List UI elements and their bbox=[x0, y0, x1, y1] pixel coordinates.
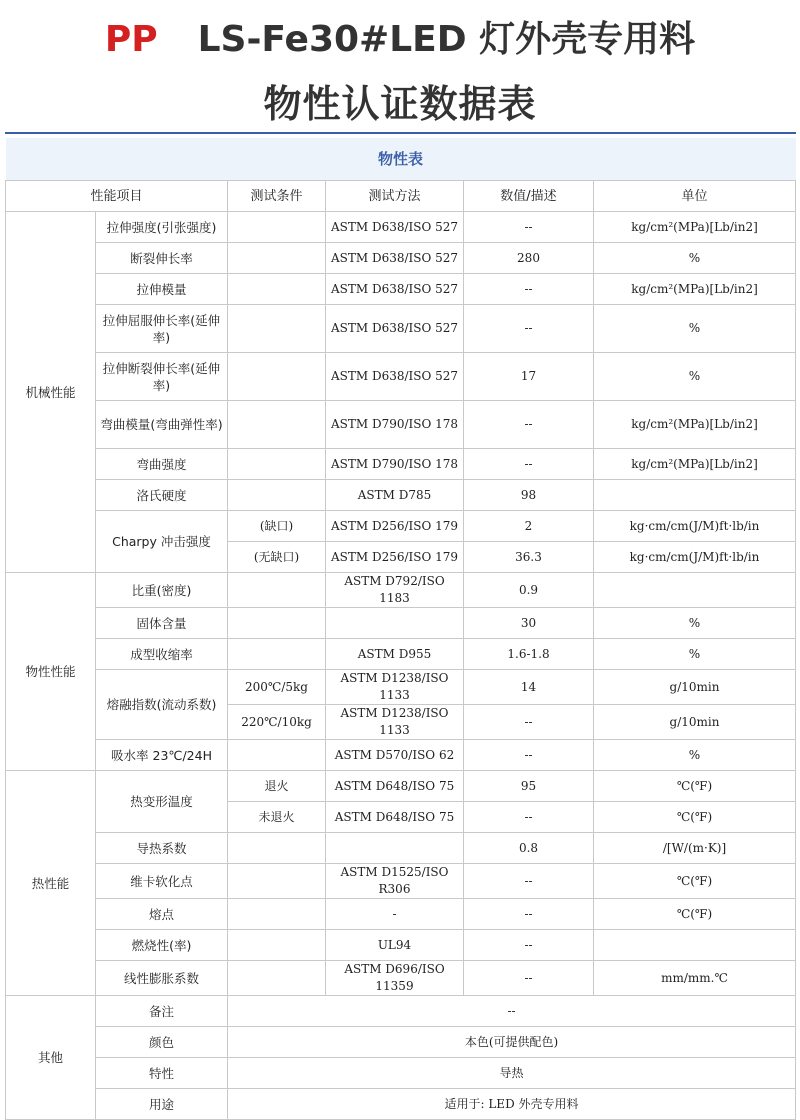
unit-cell: ℃(℉) bbox=[594, 899, 796, 930]
header-condition: 测试条件 bbox=[228, 181, 326, 212]
condition-cell bbox=[228, 401, 326, 449]
property-cell: 维卡软化点 bbox=[96, 864, 228, 899]
value-cell: 30 bbox=[464, 608, 594, 639]
condition-cell bbox=[228, 961, 326, 996]
table-row bbox=[6, 833, 796, 864]
unit-cell: kg·cm/cm(J/M)ft·lb/in bbox=[594, 511, 796, 542]
category-mechanical: 机械性能 bbox=[6, 212, 96, 573]
table-row bbox=[6, 212, 796, 243]
method-cell: - bbox=[326, 899, 464, 930]
table-row bbox=[6, 1058, 796, 1089]
property-cell-charpy: Charpy 冲击强度 bbox=[96, 511, 228, 573]
method-cell: ASTM D256/ISO 179 bbox=[326, 542, 464, 573]
condition-cell bbox=[228, 353, 326, 401]
condition-cell bbox=[228, 243, 326, 274]
unit-cell: ℃(℉) bbox=[594, 771, 796, 802]
method-cell: ASTM D638/ISO 527 bbox=[326, 353, 464, 401]
property-cell: 拉伸断裂伸长率(延伸率) bbox=[96, 353, 228, 401]
table-row bbox=[6, 511, 796, 542]
document-title bbox=[0, 18, 800, 62]
table-row bbox=[6, 639, 796, 670]
method-cell: ASTM D638/ISO 527 bbox=[326, 212, 464, 243]
property-cell: 弯曲模量(弯曲弹性率) bbox=[96, 401, 228, 449]
table-caption: 物性表 bbox=[6, 138, 796, 181]
value-cell: -- bbox=[464, 305, 594, 353]
value-cell: 98 bbox=[464, 480, 594, 511]
unit-cell bbox=[594, 480, 796, 511]
table-row bbox=[6, 864, 796, 899]
value-cell: 14 bbox=[464, 670, 594, 705]
category-other: 其他 bbox=[6, 996, 96, 1120]
method-cell: ASTM D648/ISO 75 bbox=[326, 802, 464, 833]
unit-cell: g/10min bbox=[594, 705, 796, 740]
table-row bbox=[6, 573, 796, 608]
condition-cell bbox=[228, 305, 326, 353]
method-cell: ASTM D792/ISO 1183 bbox=[326, 573, 464, 608]
property-cell: 拉伸屈服伸长率(延伸率) bbox=[96, 305, 228, 353]
value-cell: -- bbox=[464, 864, 594, 899]
table-row bbox=[6, 670, 796, 705]
method-cell: ASTM D955 bbox=[326, 639, 464, 670]
value-cell: -- bbox=[464, 899, 594, 930]
value-cell: 280 bbox=[464, 243, 594, 274]
unit-cell: kg·cm/cm(J/M)ft·lb/in bbox=[594, 542, 796, 573]
unit-cell: kg/cm²(MPa)[Lb/in2] bbox=[594, 212, 796, 243]
property-cell: 用途 bbox=[96, 1089, 228, 1120]
unit-cell: g/10min bbox=[594, 670, 796, 705]
condition-cell bbox=[228, 274, 326, 305]
method-cell: ASTM D790/ISO 178 bbox=[326, 449, 464, 480]
header-value: 数值/描述 bbox=[464, 181, 594, 212]
property-cell: 特性 bbox=[96, 1058, 228, 1089]
method-cell: ASTM D570/ISO 62 bbox=[326, 740, 464, 771]
value-cell: -- bbox=[464, 802, 594, 833]
table-row bbox=[6, 243, 796, 274]
value-cell-wide: 导热 bbox=[228, 1058, 796, 1089]
table-row bbox=[6, 1027, 796, 1058]
unit-cell: % bbox=[594, 740, 796, 771]
value-cell: -- bbox=[464, 212, 594, 243]
condition-cell bbox=[228, 930, 326, 961]
value-cell: -- bbox=[464, 401, 594, 449]
value-cell: 17 bbox=[464, 353, 594, 401]
header-unit: 单位 bbox=[594, 181, 796, 212]
property-cell: 导热系数 bbox=[96, 833, 228, 864]
table-row bbox=[6, 930, 796, 961]
unit-cell: % bbox=[594, 608, 796, 639]
method-cell: ASTM D790/ISO 178 bbox=[326, 401, 464, 449]
title-rule bbox=[5, 132, 796, 134]
table-row bbox=[6, 274, 796, 305]
unit-cell: kg/cm²(MPa)[Lb/in2] bbox=[594, 401, 796, 449]
property-cell: 弯曲强度 bbox=[96, 449, 228, 480]
value-cell: -- bbox=[464, 740, 594, 771]
method-cell: ASTM D256/ISO 179 bbox=[326, 511, 464, 542]
value-cell: 36.3 bbox=[464, 542, 594, 573]
property-table bbox=[5, 138, 796, 1120]
condition-cell bbox=[228, 833, 326, 864]
unit-cell: % bbox=[594, 243, 796, 274]
condition-cell bbox=[228, 212, 326, 243]
property-cell: 固体含量 bbox=[96, 608, 228, 639]
property-cell: 熔点 bbox=[96, 899, 228, 930]
condition-cell: (无缺口) bbox=[228, 542, 326, 573]
table-row bbox=[6, 961, 796, 996]
title-prefix: PP bbox=[104, 19, 158, 60]
value-cell: -- bbox=[464, 930, 594, 961]
value-cell: 0.8 bbox=[464, 833, 594, 864]
table-row bbox=[6, 449, 796, 480]
property-cell: 断裂伸长率 bbox=[96, 243, 228, 274]
value-cell: 2 bbox=[464, 511, 594, 542]
method-cell: ASTM D696/ISO 11359 bbox=[326, 961, 464, 996]
condition-cell: 退火 bbox=[228, 771, 326, 802]
condition-cell bbox=[228, 740, 326, 771]
property-cell: 比重(密度) bbox=[96, 573, 228, 608]
property-cell: 备注 bbox=[96, 996, 228, 1027]
property-cell: 拉伸模量 bbox=[96, 274, 228, 305]
value-cell-wide: 本色(可提供配色) bbox=[228, 1027, 796, 1058]
condition-cell: 未退火 bbox=[228, 802, 326, 833]
property-cell: 燃烧性(率) bbox=[96, 930, 228, 961]
unit-cell bbox=[594, 573, 796, 608]
unit-cell: % bbox=[594, 305, 796, 353]
value-cell: 95 bbox=[464, 771, 594, 802]
property-cell: 成型收缩率 bbox=[96, 639, 228, 670]
header-method: 测试方法 bbox=[326, 181, 464, 212]
table-row bbox=[6, 608, 796, 639]
unit-cell: /[W/(m·K)] bbox=[594, 833, 796, 864]
condition-cell: 200℃/5kg bbox=[228, 670, 326, 705]
table-row bbox=[6, 353, 796, 401]
property-cell: 吸水率 23℃/24H bbox=[96, 740, 228, 771]
method-cell: ASTM D785 bbox=[326, 480, 464, 511]
unit-cell: mm/mm.℃ bbox=[594, 961, 796, 996]
unit-cell: % bbox=[594, 353, 796, 401]
method-cell: ASTM D648/ISO 75 bbox=[326, 771, 464, 802]
table-row bbox=[6, 305, 796, 353]
condition-cell bbox=[228, 608, 326, 639]
table-row bbox=[6, 899, 796, 930]
condition-cell: 220℃/10kg bbox=[228, 705, 326, 740]
value-cell-wide: 适用于: LED 外壳专用料 bbox=[228, 1089, 796, 1120]
unit-cell: ℃(℉) bbox=[594, 802, 796, 833]
unit-cell: kg/cm²(MPa)[Lb/in2] bbox=[594, 274, 796, 305]
method-cell: ASTM D638/ISO 527 bbox=[326, 243, 464, 274]
property-cell-melt-index: 熔融指数(流动系数) bbox=[96, 670, 228, 740]
property-cell-hdt: 热变形温度 bbox=[96, 771, 228, 833]
unit-cell bbox=[594, 930, 796, 961]
table-row bbox=[6, 771, 796, 802]
condition-cell bbox=[228, 864, 326, 899]
value-cell: 1.6-1.8 bbox=[464, 639, 594, 670]
condition-cell bbox=[228, 480, 326, 511]
category-thermal: 热性能 bbox=[6, 771, 96, 996]
condition-cell bbox=[228, 449, 326, 480]
unit-cell: % bbox=[594, 639, 796, 670]
property-cell: 颜色 bbox=[96, 1027, 228, 1058]
method-cell: ASTM D638/ISO 527 bbox=[326, 305, 464, 353]
method-cell: ASTM D1238/ISO 1133 bbox=[326, 705, 464, 740]
condition-cell: (缺口) bbox=[228, 511, 326, 542]
method-cell: ASTM D1525/ISO R306 bbox=[326, 864, 464, 899]
method-cell: ASTM D1238/ISO 1133 bbox=[326, 670, 464, 705]
table-row bbox=[6, 480, 796, 511]
method-cell bbox=[326, 608, 464, 639]
property-cell: 拉伸强度(引张强度) bbox=[96, 212, 228, 243]
method-cell bbox=[326, 833, 464, 864]
table-row bbox=[6, 1089, 796, 1120]
method-cell: UL94 bbox=[326, 930, 464, 961]
property-cell: 线性膨胀系数 bbox=[96, 961, 228, 996]
header-property: 性能项目 bbox=[6, 181, 228, 212]
unit-cell: kg/cm²(MPa)[Lb/in2] bbox=[594, 449, 796, 480]
value-cell-wide: -- bbox=[228, 996, 796, 1027]
property-cell: 洛氏硬度 bbox=[96, 480, 228, 511]
method-cell: ASTM D638/ISO 527 bbox=[326, 274, 464, 305]
table-row bbox=[6, 740, 796, 771]
condition-cell bbox=[228, 639, 326, 670]
value-cell: -- bbox=[464, 705, 594, 740]
table-row bbox=[6, 996, 796, 1027]
condition-cell bbox=[228, 899, 326, 930]
value-cell: -- bbox=[464, 449, 594, 480]
value-cell: 0.9 bbox=[464, 573, 594, 608]
table-row bbox=[6, 401, 796, 449]
unit-cell: ℃(℉) bbox=[594, 864, 796, 899]
value-cell: -- bbox=[464, 961, 594, 996]
document-subtitle: 物性认证数据表 bbox=[263, 82, 537, 126]
title-main: LS-Fe30#LED 灯外壳专用料 bbox=[197, 19, 696, 60]
condition-cell bbox=[228, 573, 326, 608]
category-physical: 物性性能 bbox=[6, 573, 96, 771]
value-cell: -- bbox=[464, 274, 594, 305]
